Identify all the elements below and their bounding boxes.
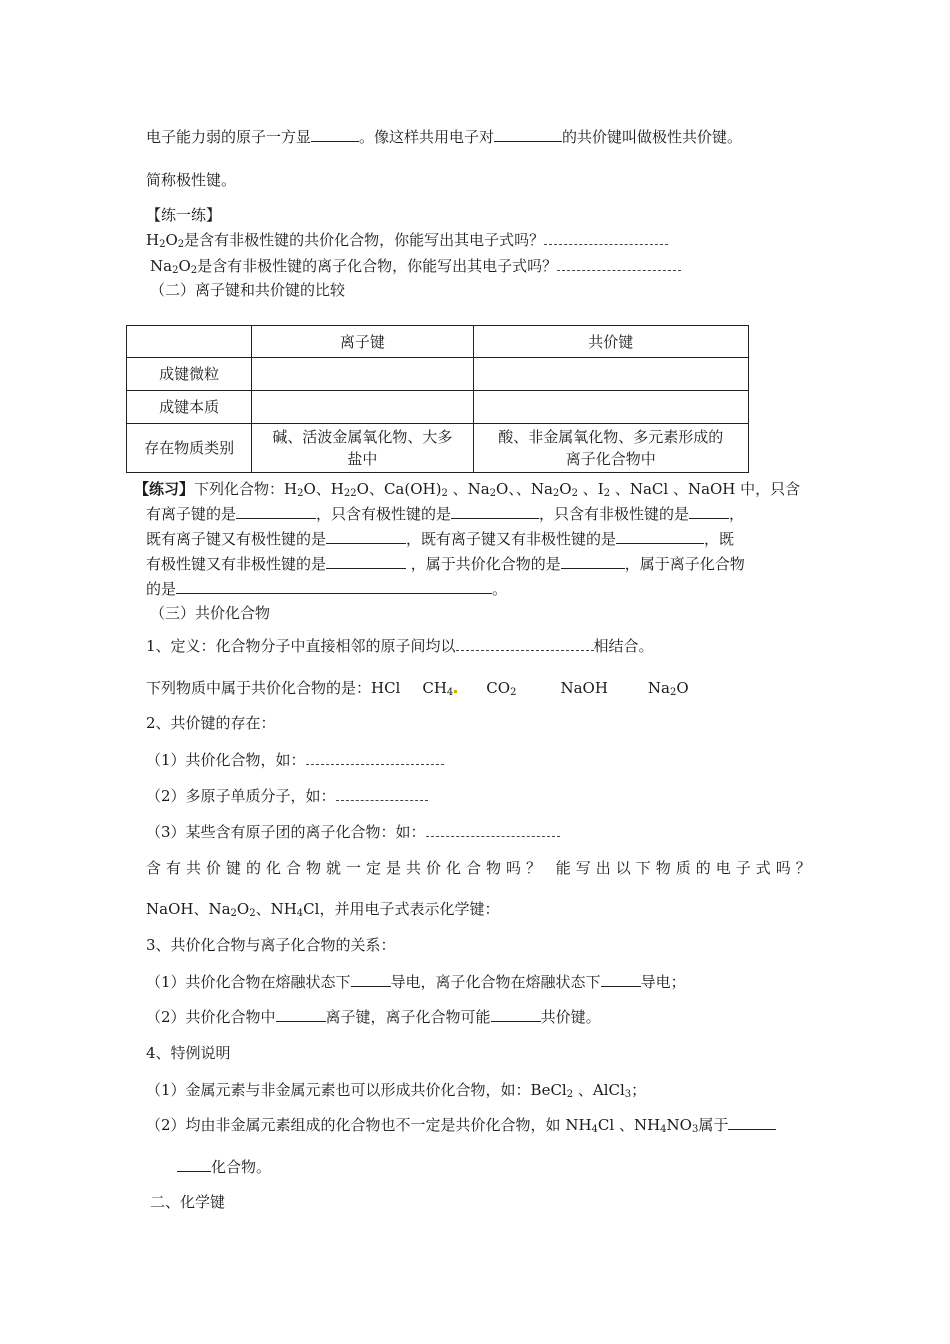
dot-mark bbox=[454, 690, 457, 693]
exercise-line-4: 有极性键又有非极性键的是 ，属于共价化合物的是 ，属于离子化合物 bbox=[146, 555, 745, 573]
paragraph-polar-bond: 电子能力弱的原子一方显 。像这样共用电子对 的共价键叫做极性共价键。 bbox=[146, 128, 743, 146]
existence-item-1: （1）共价化合物，如： bbox=[146, 750, 444, 770]
answer-blank[interactable] bbox=[561, 554, 625, 569]
answer-blank[interactable] bbox=[689, 504, 729, 519]
answer-blank[interactable] bbox=[336, 786, 428, 801]
electron-formula-line: NaOH、$Na_2O_2$、$NH_4Cl$，并用电子式表示化学键： bbox=[146, 900, 500, 919]
row-label: 存在物质类别 bbox=[127, 424, 252, 473]
exercise-line-2: 有离子键的是 ，只含有极性键的是 ，只含有非极性键的是 ， bbox=[146, 505, 745, 523]
answer-blank[interactable] bbox=[326, 529, 406, 544]
answer-blank[interactable] bbox=[616, 529, 704, 544]
paragraph-abbrev: 简称极性键。 bbox=[146, 171, 237, 189]
definition-line: 1、定义：化合物分子中直接相邻的原子间均以 相结合。 bbox=[146, 637, 654, 655]
table-cell[interactable] bbox=[473, 391, 748, 424]
answer-blank[interactable] bbox=[728, 1115, 776, 1130]
answer-blank[interactable] bbox=[276, 1007, 326, 1022]
existence-item-2: （2）多原子单质分子，如： bbox=[146, 786, 428, 806]
answer-blank[interactable] bbox=[311, 127, 359, 142]
exercise-line-3: 既有离子键又有极性键的是 ，既有离子键又有非极性键的是 ，既 bbox=[146, 530, 735, 548]
which-covalent-line: 下列物质中属于共价化合物的是：HCl $CH_4$ $CO_2$ NaOH $Na_2O$ bbox=[146, 679, 689, 698]
relation-item-1: （1）共价化合物在熔融状态下 导电，离子化合物在熔融状态下 导电； bbox=[146, 973, 686, 991]
special-item-2: （2）均由非金属元素组成的化合物也不一定是共价化合物，如 $NH_4Cl$ 、$NH_4NO_3$属于 bbox=[146, 1115, 776, 1135]
section-title-covalent: （三）共价化合物 bbox=[150, 604, 271, 622]
table-cell[interactable] bbox=[252, 391, 473, 424]
table-cell: 酸、非金属氧化物、多元素形成的 离子化合物中 bbox=[473, 424, 748, 473]
answer-blank[interactable] bbox=[557, 256, 681, 271]
special-item-2-cont: 化合物。 bbox=[177, 1157, 271, 1177]
answer-blank[interactable] bbox=[306, 750, 444, 765]
table-row bbox=[127, 391, 749, 424]
row-label: 成键微粒 bbox=[127, 358, 252, 391]
existence-title: 2、共价键的存在： bbox=[146, 714, 276, 732]
answer-blank[interactable] bbox=[451, 504, 539, 519]
table-header-row bbox=[127, 326, 749, 358]
answer-blank[interactable] bbox=[544, 230, 668, 245]
comparison-table bbox=[126, 325, 749, 473]
table-cell[interactable] bbox=[473, 358, 748, 391]
answer-blank[interactable] bbox=[491, 1007, 541, 1022]
practice-heading: 【练一练】 bbox=[146, 206, 222, 224]
section-title-chemical-bond: 二、化学键 bbox=[150, 1193, 226, 1211]
answer-blank[interactable] bbox=[177, 1157, 211, 1172]
practice-question-2: $Na_2O_2$是含有非极性键的离子化合物，你能写出其电子式吗？ bbox=[150, 256, 681, 276]
special-title: 4、特例说明 bbox=[146, 1044, 231, 1062]
table-header-cell: 离子键 bbox=[252, 326, 473, 358]
answer-blank[interactable] bbox=[601, 972, 641, 987]
practice-question-1: $H_2O_2$是含有非极性键的共价化合物，你能写出其电子式吗？ bbox=[146, 230, 668, 250]
table-row bbox=[127, 424, 749, 473]
table-header-cell: 共价键 bbox=[473, 326, 748, 358]
relation-item-2: （2）共价化合物中 离子键，离子化合物可能 共价键。 bbox=[146, 1008, 601, 1026]
answer-blank[interactable] bbox=[236, 504, 316, 519]
answer-blank[interactable] bbox=[326, 554, 406, 569]
exercise-line-1: 【练习】下列化合物：$H_2O$、$H_{22}O$、$Ca(OH)_2$ 、$Na_2O$、、$Na_2O_2$ 、$I_2$ 、NaCl 、NaOH 中，只含 bbox=[134, 480, 801, 499]
existence-item-3: （3）某些含有原子团的离子化合物：如： bbox=[146, 822, 560, 842]
table-row bbox=[127, 358, 749, 391]
row-label: 成键本质 bbox=[127, 391, 252, 424]
answer-blank[interactable] bbox=[456, 636, 594, 651]
answer-blank[interactable] bbox=[176, 579, 492, 594]
answer-blank[interactable] bbox=[351, 972, 391, 987]
section-title-comparison: （二）离子键和共价键的比较 bbox=[150, 281, 346, 299]
exercise-line-5: 的是 。 bbox=[146, 580, 508, 598]
answer-blank[interactable] bbox=[426, 822, 560, 837]
table-cell[interactable] bbox=[252, 358, 473, 391]
answer-blank[interactable] bbox=[494, 127, 562, 142]
question-line: 含有共价键的化合物就一定是共价化合物吗？ 能写出以下物质的电子式吗？ bbox=[146, 859, 816, 877]
relation-title: 3、共价化合物与离子化合物的关系： bbox=[146, 936, 396, 954]
special-item-1: （1）金属元素与非金属元素也可以形成共价化合物，如：BeCl$_2$ 、AlCl$_3$； bbox=[146, 1081, 647, 1100]
table-cell: 碱、活波金属氧化物、大多 盐中 bbox=[252, 424, 473, 473]
table-header-cell bbox=[127, 326, 252, 358]
